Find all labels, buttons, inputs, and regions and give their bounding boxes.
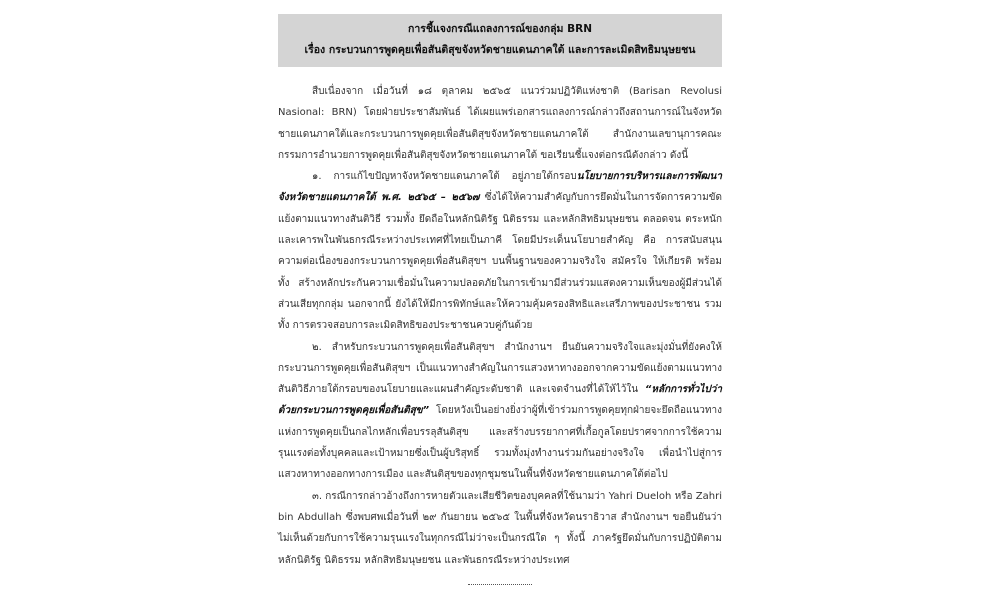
paragraph-3: ๓. กรณีการกล่าวอ้างถึงการหายตัวและเสียชีวิตของบุคคลที่ใช้นามว่า Yahri Dueloh หรือ Zahri bin Abdullah ซึ่งพบศพเมื่อวันที่ ๒๙ กันยายน ๒๕๖๕ ในพื้นที่จังหวัดนราธิวาส สำนักงานฯ ขอยืนยันว่าไม่เห็นด้วยกับการใช้ความรุนแรงในทุกกรณีไม่ว่าจะเป็นกรณีใด ๆ ทั้งนี้ ภาครัฐยึดมั่นกับการปฏิบัติตามหลักนิติรัฐ นิติธรรม หลักสิทธิมนุษยชน และพันธกรณีระหว่างประเทศ bbox=[278, 490, 722, 566]
title-line-2: เรื่อง กระบวนการพูดคุยเพื่อสันติสุขจังหวัดชายแดนภาคใต้ และการละเมิดสิทธิมนุษยชน bbox=[304, 44, 696, 56]
paragraph-1-text-a: ๑. การแก้ไขปัญหาจังหวัดชายแดนภาคใต้ อยู่ภายใต้กรอบ bbox=[312, 171, 577, 183]
policy-title-emphasis: นโยบายการบริหารและการพัฒนาจังหวัดชายแดนภาคใต้ พ.ศ. ๒๕๖๕ – ๒๕๖๗ bbox=[278, 171, 722, 204]
document bbox=[278, 14, 722, 571]
footer-dotted-line bbox=[468, 584, 532, 585]
title-line-1: การชี้แจงกรณีแถลงการณ์ของกลุ่ม BRN bbox=[408, 23, 592, 35]
paragraph-1-text-b: ซึ่งได้ให้ความสำคัญกับการยึดมั่นในการจัดการความขัดแย้งตามแนวทางสันติวิธี รวมทั้ง ยึดถือในหลักนิติรัฐ นิติธรรม และหลักสิทธิมนุษยชน ตลอดจน ตระหนักและเคารพในพันธกรณีระหว่างประเทศที่ไทยเป็นภาคี โดยมีประเด็นนโยบายสำคัญ คือ การสนับสนุนความต่อเนื่องของกระบวนการพูดคุยเพื่อสันติสุขฯ บนพื้นฐานของความจริงใจ สมัครใจ ให้เกียรติ พร้อมทั้ง สร้างหลักประกันความเชื่อมั่นในความปลอดภัยในการเข้ามามีส่วนร่วมแสดงความเห็นของผู้มีส่วนได้ส่วนเสียทุกกลุ่ม นอกจากนี้ ยังได้ให้มีการพิทักษ์และให้ความคุ้มครองสิทธิและเสรีภาพของประชาชน รวมทั้ง การตรวจสอบการละเมิดสิทธิของประชาชนควบคู่กันด้วย bbox=[278, 192, 722, 332]
paragraph-2-text-a: ๒. สำหรับกระบวนการพูดคุยเพื่อสันติสุขฯ สำนักงานฯ ยืนยันความจริงใจและมุ่งมั่นที่ยังคงให้กระบวนการพูดคุยเพื่อสันติสุขฯ เป็นแนวทางสำคัญในการแสวงหาทางออกจากความขัดแย้งตามแนวทางสันติวิธีภายใต้กรอบของนโยบายและแผนสำคัญระดับชาติ และเจตจำนงที่ได้ให้ไว้ใน bbox=[278, 341, 722, 396]
title-box bbox=[278, 14, 722, 67]
principles-emphasis: “หลักการทั่วไปว่าด้วยกระบวนการพูดคุยเพื่อสันติสุข” bbox=[278, 384, 722, 417]
paragraph-1 bbox=[278, 166, 722, 336]
intro-paragraph: สืบเนื่องจาก เมื่อวันที่ ๑๘ ตุลาคม ๒๕๖๕ แนวร่วมปฏิวัติแห่งชาติ (Barisan Revolusi Nasional: BRN) โดยฝ่ายประชาสัมพันธ์ ได้เผยแพร่เอกสารแถลงการณ์กล่าวถึงสถานการณ์ในจังหวัดชายแดนภาคใต้และกระบวนการพูดคุยเพื่อสันติสุขจังหวัดชายแดนภาคใต้ สำนักงานเลขานุการคณะกรรมการอำนวยการพูดคุยเพื่อสันติสุขจังหวัดชายแดนภาคใต้ ขอเรียนชี้แจงต่อกรณีดังกล่าว ดังนี้ bbox=[278, 86, 722, 161]
paragraph-2 bbox=[278, 337, 722, 486]
paragraph-2-text-b: โดยหวังเป็นอย่างยิ่งว่าผู้ที่เข้าร่วมการพูดคุยทุกฝ่ายจะยึดถือแนวทางแห่งการพูดคุยเป็นกลไกหลักเพื่อบรรลุสันติสุข และสร้างบรรยากาศที่เกื้อกูลโดยปราศจากการใช้ความรุนแรงต่อทั้งบุคคลและเป้าหมายซึ่งเป็นผู้บริสุทธิ์ รวมทั้งมุ่งทำงานร่วมกันอย่างจริงใจ เพื่อนำไปสู่การแสวงหาทางออกทางการเมือง และสันติสุขของทุกชุมชนในพื้นที่จังหวัดชายแดนภาคใต้ต่อไป bbox=[278, 405, 722, 481]
document-body bbox=[278, 81, 722, 571]
